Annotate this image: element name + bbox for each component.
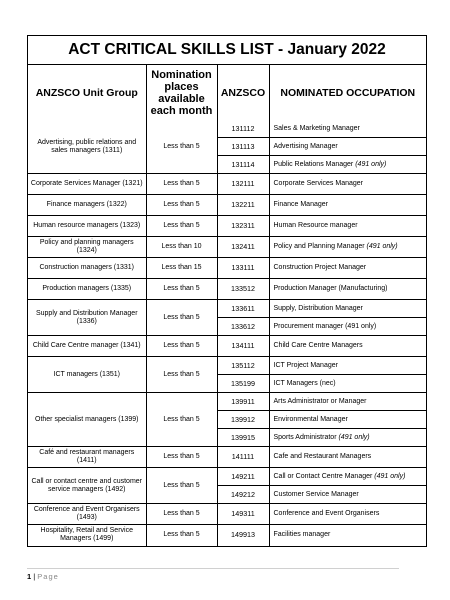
anzsco-code-cell: 133612 [217, 318, 269, 336]
anzsco-code-cell: 132211 [217, 195, 269, 216]
unit-group-cell: Production managers (1335) [28, 279, 146, 300]
places-cell: Less than 15 [146, 258, 217, 279]
places-cell: Less than 5 [146, 174, 217, 195]
anzsco-code-cell: 139911 [217, 393, 269, 411]
places-cell: Less than 5 [146, 393, 217, 447]
occupation-cell [269, 156, 426, 174]
table-row [28, 258, 426, 279]
anzsco-code-cell: 133512 [217, 279, 269, 300]
occupation-name: ICT Managers (nec) [273, 379, 336, 387]
places-cell: Less than 5 [146, 300, 217, 336]
anzsco-code-cell: 141111 [217, 447, 269, 468]
header-anzsco: ANZSCO [217, 65, 269, 120]
header-unit-group: ANZSCO Unit Group [28, 65, 146, 120]
occupation-name: Corporate Services Manager [273, 180, 363, 187]
occupation-name: Arts Administrator or Manager [273, 397, 367, 405]
occupation-cell [269, 375, 426, 393]
occupation-cell [269, 300, 426, 318]
occupation-cell [269, 411, 426, 429]
occupation-note: (491 only) [338, 433, 370, 441]
table-row [28, 279, 426, 300]
places-cell: Less than 5 [146, 336, 217, 357]
occupation-cell [269, 429, 426, 447]
unit-group-cell: Conference and Event Organisers (1493) [28, 504, 146, 525]
occupation-cell [269, 357, 426, 375]
table-row [28, 300, 426, 318]
occupation-name: Procurement manager (491 only) [273, 322, 377, 330]
table-row [28, 174, 426, 195]
places-cell: Less than 5 [146, 468, 217, 504]
occupation-cell [269, 318, 426, 336]
occupation-cell [269, 138, 426, 156]
occupation-name: Policy and Planning Manager [273, 243, 367, 250]
occupation-name: Human Resource manager [273, 222, 358, 229]
occupation-name: Construction Project Manager [273, 264, 367, 271]
occupation-cell [269, 468, 426, 486]
table-row [28, 336, 426, 357]
occupation-note: (491 only) [366, 243, 398, 250]
unit-group-cell: Café and restaurant managers (1411) [28, 447, 146, 468]
page-label: Page [37, 572, 59, 581]
unit-group-cell: Call or contact centre and customer service managers (1492) [28, 468, 146, 504]
anzsco-code-cell: 139915 [217, 429, 269, 447]
table-row [28, 120, 426, 138]
occupation-cell [269, 237, 426, 258]
table-row [28, 195, 426, 216]
skills-table-body [28, 120, 426, 546]
unit-group-cell: Hospitality, Retail and Service Managers (1499) [28, 525, 146, 546]
unit-group-cell: Other specialist managers (1399) [28, 393, 146, 447]
page-separator: | [31, 572, 38, 581]
occupation-name: Production Manager (Manufacturing) [273, 285, 388, 292]
table-row [28, 216, 426, 237]
occupation-name: Supply, Distribution Manager [273, 304, 363, 312]
occupation-cell [269, 336, 426, 357]
occupation-name: Facilities manager [273, 531, 331, 539]
anzsco-code-cell: 149913 [217, 525, 269, 546]
places-cell: Less than 5 [146, 195, 217, 216]
header-row [28, 65, 426, 120]
occupation-cell [269, 486, 426, 504]
table-row [28, 504, 426, 525]
page-title: ACT CRITICAL SKILLS LIST - January 2022 [28, 36, 426, 65]
occupation-cell [269, 258, 426, 279]
table-row [28, 525, 426, 546]
unit-group-cell: Supply and Distribution Manager (1336) [28, 300, 146, 336]
unit-group-cell: Construction managers (1331) [28, 258, 146, 279]
skills-table [28, 65, 426, 546]
occupation-name: Cafe and Restaurant Managers [273, 453, 372, 460]
occupation-name: Finance Manager [273, 201, 328, 208]
page-number: 1 [27, 572, 32, 581]
occupation-name: Advertising Manager [273, 142, 338, 150]
table-row [28, 393, 426, 411]
anzsco-code-cell: 135199 [217, 375, 269, 393]
occupation-note: (491 only) [374, 472, 406, 480]
anzsco-code-cell: 139912 [217, 411, 269, 429]
anzsco-code-cell: 149212 [217, 486, 269, 504]
table-row [28, 468, 426, 486]
occupation-cell [269, 216, 426, 237]
unit-group-cell: Child Care Centre manager (1341) [28, 336, 146, 357]
places-cell: Less than 5 [146, 279, 217, 300]
places-cell: Less than 5 [146, 447, 217, 468]
anzsco-code-cell: 132411 [217, 237, 269, 258]
anzsco-code-cell: 131112 [217, 120, 269, 138]
table-row [28, 357, 426, 375]
occupation-cell [269, 195, 426, 216]
occupation-cell [269, 393, 426, 411]
occupation-name: Environmental Manager [273, 415, 348, 423]
skills-list-document [27, 35, 427, 547]
occupation-name: Sports Administrator [273, 433, 339, 441]
header-places: Nomination places available each month [146, 65, 217, 120]
occupation-cell [269, 504, 426, 525]
occupation-name: Conference and Event Organisers [273, 510, 380, 517]
anzsco-code-cell: 133111 [217, 258, 269, 279]
occupation-cell [269, 447, 426, 468]
occupation-name: Child Care Centre Managers [273, 342, 363, 349]
table-row [28, 447, 426, 468]
unit-group-cell: Corporate Services Manager (1321) [28, 174, 146, 195]
anzsco-code-cell: 131113 [217, 138, 269, 156]
places-cell: Less than 5 [146, 357, 217, 393]
occupation-name: Sales & Marketing Manager [273, 124, 360, 132]
occupation-name: Public Relations Manager [273, 160, 356, 168]
places-cell: Less than 5 [146, 216, 217, 237]
unit-group-cell: Policy and planning managers (1324) [28, 237, 146, 258]
occupation-name: Customer Service Manager [273, 490, 359, 498]
places-cell: Less than 10 [146, 237, 217, 258]
anzsco-code-cell: 149311 [217, 504, 269, 525]
occupation-name: ICT Project Manager [273, 361, 338, 369]
header-occupation: NOMINATED OCCUPATION [269, 65, 426, 120]
occupation-name: Call or Contact Centre Manager [273, 472, 375, 480]
unit-group-cell: Human resource managers (1323) [28, 216, 146, 237]
occupation-note: (491 only) [355, 160, 387, 168]
places-cell: Less than 5 [146, 525, 217, 546]
anzsco-code-cell: 134111 [217, 336, 269, 357]
anzsco-code-cell: 132111 [217, 174, 269, 195]
unit-group-cell: Finance managers (1322) [28, 195, 146, 216]
places-cell: Less than 5 [146, 504, 217, 525]
anzsco-code-cell: 135112 [217, 357, 269, 375]
unit-group-cell: Advertising, public relations and sales managers (1311) [28, 120, 146, 174]
occupation-cell [269, 525, 426, 546]
occupation-cell [269, 279, 426, 300]
table-row [28, 237, 426, 258]
page-footer [27, 568, 399, 583]
occupation-cell [269, 120, 426, 138]
unit-group-cell: ICT managers (1351) [28, 357, 146, 393]
anzsco-code-cell: 131114 [217, 156, 269, 174]
places-cell: Less than 5 [146, 120, 217, 174]
anzsco-code-cell: 133611 [217, 300, 269, 318]
occupation-cell [269, 174, 426, 195]
anzsco-code-cell: 132311 [217, 216, 269, 237]
anzsco-code-cell: 149211 [217, 468, 269, 486]
